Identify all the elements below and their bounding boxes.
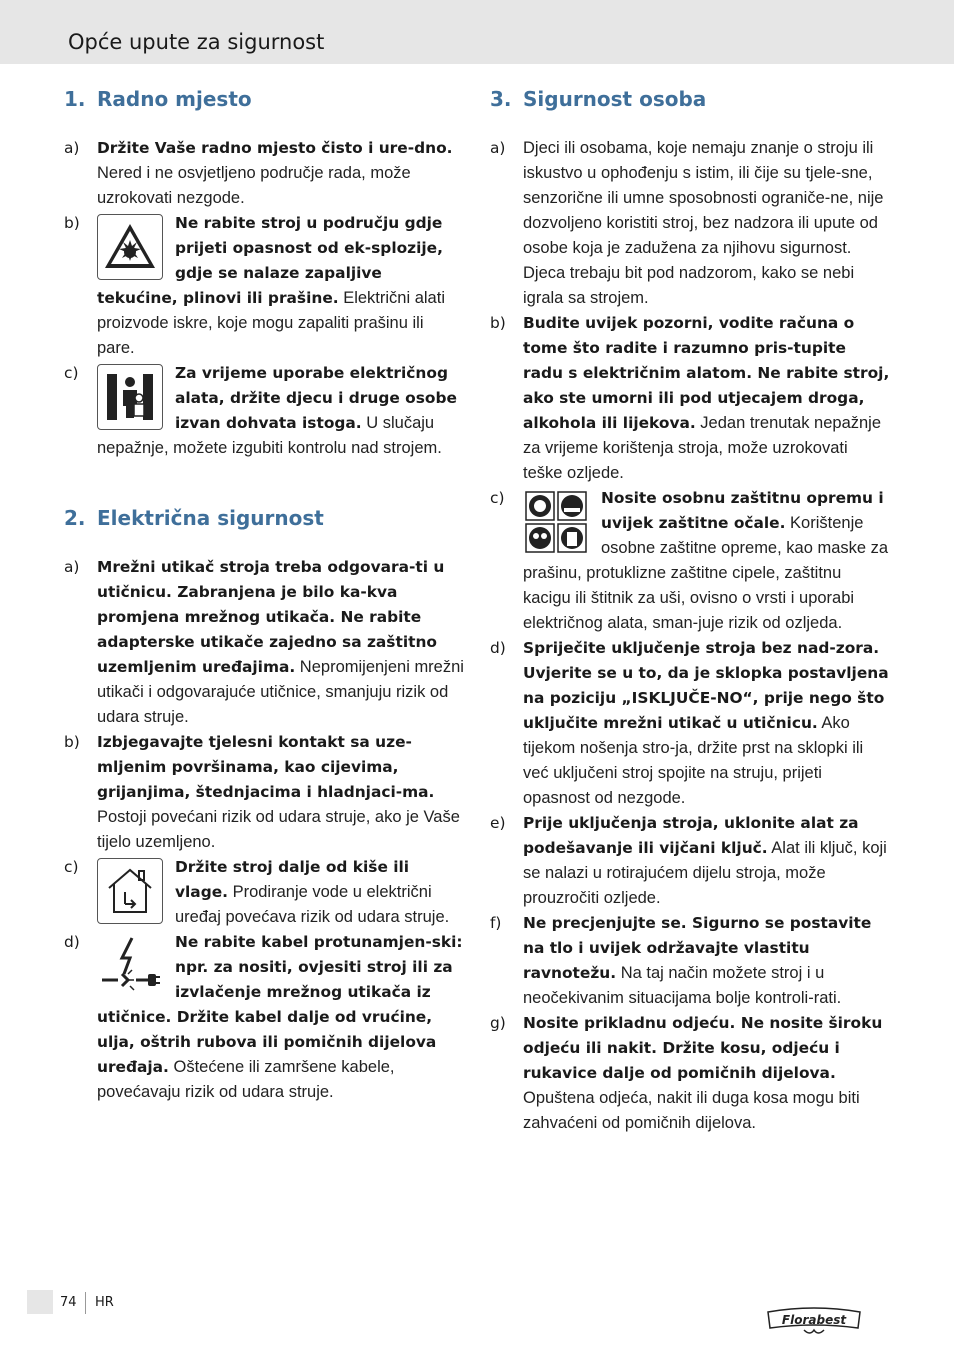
protective-equipment-icon — [523, 489, 589, 555]
item-letter: c) — [490, 489, 505, 507]
item-bold-text: Nosite osobnu zaštitnu opremu i uvijek zaštitne očale. — [601, 489, 884, 532]
item-letter: c) — [64, 364, 79, 382]
keep-children-away-icon — [97, 364, 163, 430]
right-column — [490, 84, 890, 1136]
item-bold-text: Nosite prikladnu odjeću. Ne nosite široku odjeću ili nakit. Držite kosu, odjeću i rukavice dalje od pomičnih dijelova. — [523, 1014, 883, 1082]
item-text: Prodiranje vode u električni uređaj povećava rizik od udara struje. — [175, 883, 450, 926]
item-letter: g) — [490, 1014, 506, 1032]
list-item — [490, 1011, 890, 1136]
item-bold-text: Budite uvijek pozorni, vodite računa o tome što radite i razumno pris-tupite radu s električnim alatom. Ne rabite stroj, ako ste umorni ili pod utjecajem droga, alkohola ili lijekova. — [523, 314, 890, 432]
indoor-use-only-icon — [97, 858, 163, 924]
item-bold-text: Izbjegavajte tjelesni kontakt sa uze-mljenim površinama, kao cijevima, grijanjima, štednjacima i hladnjaci-ma. — [97, 733, 435, 801]
list-item — [64, 855, 464, 930]
list-item — [64, 930, 464, 1105]
section-title-sigurnost-osoba: 3. Sigurnost osoba — [490, 87, 707, 111]
section-title-radno-mjesto: 1. Radno mjesto — [64, 87, 252, 111]
item-text: U slučaju nepažnje, možete izgubiti kontrolu nad strojem. — [97, 414, 442, 457]
list-item — [64, 555, 464, 730]
item-letter: e) — [490, 814, 506, 832]
list-item — [490, 811, 890, 911]
brand-logo — [762, 1306, 866, 1336]
section-title-elektricna-sigurnost: 2. Električna sigurnost — [64, 506, 324, 530]
item-text: Jedan trenutak nepažnje za vrijeme korištenja stroja, može uzrokovati teške ozljede. — [523, 414, 882, 482]
left-column — [64, 84, 464, 1105]
item-bold-text: Ne precjenjujte se. Sigurno se postavite na tlo i uvijek održavajte vlastitu ravnotežu. — [523, 914, 872, 982]
item-letter: d) — [64, 933, 80, 951]
item-bold-text: Mrežni utikač stroja treba odgovara-ti u utičnicu. Zabranjena je bilo ka-kva promjena mrežnog utikača. Ne rabite adapterske utikače zajedno sa zaštitno uzemljenim uređajima. — [97, 558, 445, 676]
item-bold-text: Ne rabite kabel protunamjen-ski: npr. za nositi, ovjesiti stroj ili za izvlačenje mrežnog utikača iz utičnice. Držite kabel dalje od vrućine, ulja, oštrih rubova ili pomičnih dijelova uređaja. — [97, 933, 463, 1076]
item-bold-text: Za vrijeme uporabe električnog alata, držite djecu i druge osobe izvan dohvata istoga. — [175, 364, 457, 432]
item-text: Nepromijenjeni mrežni utikači i odgovarajuće utičnice, smanjuju rizik od udara struje. — [97, 658, 464, 726]
list-item — [490, 136, 890, 311]
list-item — [490, 911, 890, 1011]
list-item — [490, 486, 890, 636]
list-item — [64, 136, 464, 211]
item-bold-text: Držite stroj dalje od kiše ili vlage. — [175, 858, 410, 901]
page-title: Opće upute za sigurnost — [68, 30, 325, 54]
svg-text:Florabest: Florabest — [781, 1313, 847, 1327]
item-bold-text: Ne rabite stroj u području gdje prijeti opasnost od ek-splozije, gdje se nalaze zapaljive tekućine, plinovi ili prašine. — [97, 214, 443, 307]
item-letter: d) — [490, 639, 506, 657]
page-number: 74 — [60, 1295, 77, 1310]
language-code: HR — [95, 1295, 114, 1310]
item-letter: a) — [490, 139, 506, 157]
footer-marker — [27, 1290, 53, 1314]
item-letter: c) — [64, 858, 79, 876]
footer-divider — [85, 1292, 86, 1314]
item-letter: b) — [64, 214, 80, 232]
item-text: Opuštena odjeća, nakit ili duga kosa mogu biti zahvaćeni od pomičnih dijelova. — [523, 1089, 860, 1132]
item-letter: f) — [490, 914, 502, 932]
item-text: Alat ili ključ, koji se nalazi u rotirajućem dijelu stroja, može prouzročiti ozljede. — [523, 839, 887, 907]
item-letter: b) — [64, 733, 80, 751]
item-text: Nered i ne osvjetljeno područje rada, može uzrokovati nezgode. — [97, 164, 411, 207]
item-letter: b) — [490, 314, 506, 332]
item-text: Oštećene ili zamršene kabele, povećavaju rizik od udara struje. — [97, 1058, 395, 1101]
item-text: Ako tijekom nošenja stro-ja, držite prst na sklopki ili već uključeni stroj spojite na struju, prijeti opasnost od nezgode. — [523, 714, 864, 807]
list-item — [64, 361, 464, 461]
list-item — [490, 636, 890, 811]
item-letter: a) — [64, 558, 80, 576]
list-item — [64, 211, 464, 361]
item-text: Postoji povećani rizik od udara struje, ako je Vaše tijelo uzemljeno. — [97, 808, 460, 851]
item-bold-text: Prije uključenja stroja, uklonite alat za podešavanje ili vijčani ključ. — [523, 814, 859, 857]
item-text: Korištenje osobne zaštitne opreme, kao maske za prašinu, protuklizne zaštitne cipele, zaštitnu kacigu ili štitnik za uši, ovisno o vrsti i uporabi električnog alata, sman-juje rizik od ozljeda. — [523, 514, 889, 632]
page-header — [0, 0, 954, 64]
item-text: Električni alati proizvode iskre, koje mogu zapaliti prašinu ili pare. — [97, 289, 445, 357]
list-item — [490, 311, 890, 486]
explosion-warning-icon — [97, 214, 163, 280]
damaged-cable-icon — [97, 933, 163, 999]
list-item — [64, 730, 464, 855]
item-text: Na taj način možete stroj i u neočekivanim situacijama bolje kontroli-rati. — [523, 964, 842, 1007]
item-bold-text: Spriječite uključenje stroja bez nad-zora. Uvjerite se u to, da je sklopka postavljena na poziciju „ISKLJUČE-NO“, prije nego što uključite mrežni utikač u utičnicu. — [523, 639, 889, 732]
item-text: Djeci ili osobama, koje nemaju znanje o stroju ili iskustvo u ophođenju s istim, ili čije su tjele-sne, senzorične ili umne sposobnosti ograniče-ne, nije dozvoljeno koristiti stroj, bez nadzora ili upute od osobe koja je zadužena za njihovu sigurnost. Djeca trebaju bit pod nadzorom, kako se nebi igrala sa strojem. — [523, 139, 884, 307]
item-letter: a) — [64, 139, 80, 157]
item-bold-text: Držite Vaše radno mjesto čisto i ure-dno. — [97, 139, 453, 157]
